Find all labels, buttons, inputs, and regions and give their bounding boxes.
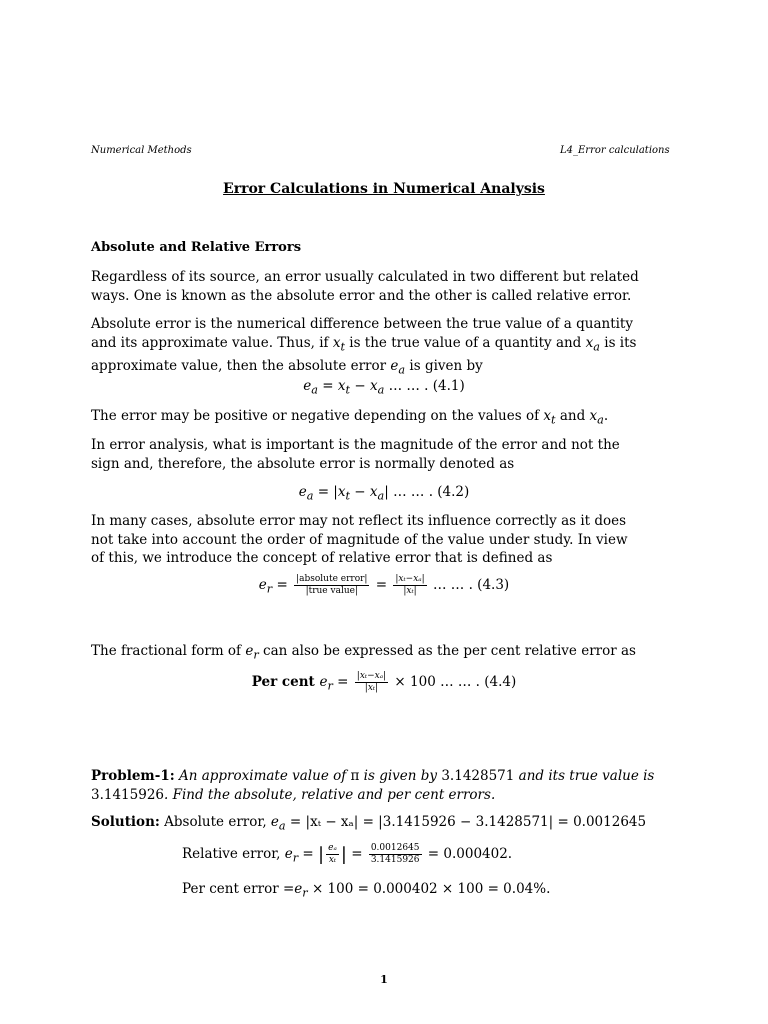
header-right: L4_Error calculations — [560, 145, 670, 156]
para-line: In error analysis, what is important is the magnitude of the error and not the — [91, 437, 620, 453]
solution-percent: Per cent error $=e_r \times 100 = 0.000402 \times 100 = 0.04\%$. — [182, 881, 551, 900]
header-left: Numerical Methods — [91, 145, 192, 156]
para-line: Absolute error is the numerical difference between the true value of a quantity — [91, 316, 633, 332]
paragraph-intro — [91, 268, 681, 305]
equation-4-2: $e_a = |x_t - x_a|$ … … . (4.2) — [298, 484, 470, 503]
fraction: $\frac{\text{|xₜ−xₐ|}}{\text{|xₜ|}}$ — [356, 671, 387, 693]
para-line: ways. One is known as the absolute error and the other is called relative error. — [91, 287, 632, 304]
para-line: Problem-1: An approximate value of π is given by 3.1428571 and its true value is — [91, 768, 655, 784]
fraction: $\frac{\text{|absolute error|}}{\text{|true value|}}$ — [296, 574, 368, 596]
para-line: not take into account the order of magnitude of the value under study. In view — [91, 531, 628, 548]
fraction: $\frac{\text{|xₜ−xₐ|}}{\text{|xₜ|}}$ — [395, 574, 425, 596]
para-line: 3.1415926. Find the absolute, relative and per cent errors. — [91, 786, 496, 803]
solution-absolute: Solution: Absolute error, $e_a = |x_t - x_a| = |3.1415926 - 3.1428571| = 0.0012645$ — [91, 814, 647, 833]
paragraph-percent: The fractional form of $e_r$ can also be expressed as the per cent relative error as — [91, 643, 636, 662]
para-line: and its approximate value. Thus, if $x_t$ is the true value of a quantity and $x_a$ is its — [91, 334, 637, 354]
solution-relative: Relative error, $e_r$ = | $\frac{\text{eₐ}}{\text{xₜ}}$ | = $\frac{0.0012645}{3.1415926}$ = 0.000402. — [182, 843, 513, 865]
document-title: Error Calculations in Numerical Analysis — [223, 181, 545, 197]
page-number: 1 — [380, 973, 388, 986]
para-line: approximate value, then the absolute error $e_a$ is given by — [91, 357, 483, 377]
paragraph-magnitude — [91, 436, 681, 473]
paragraph-relative-error — [91, 512, 681, 568]
paragraph-sign: The error may be positive or negative depending on the values of $x_t$ and $x_a$. — [91, 408, 609, 427]
para-line: In many cases, absolute error may not reflect its influence correctly as it does — [91, 513, 627, 529]
para-line: Regardless of its source, an error usually calculated in two different but related — [91, 269, 639, 285]
equation-4-3: $e_r$ = $\frac{\text{|absolute error|}}{\text{|true value|}}$ = $\frac{\text{|xₜ−xₐ|}}{\text{|xₜ|}}$ … … . (4.3) — [258, 574, 510, 596]
para-line: sign and, therefore, the absolute error is normally denoted as — [91, 455, 515, 472]
equation-4-4: Per cent $e_r$ = $\frac{\text{|xₜ−xₐ|}}{\text{|xₜ|}}$ × 100 … … . (4.4) — [251, 671, 517, 693]
fraction: $\frac{\text{eₐ}}{\text{xₜ}}$ — [328, 843, 337, 865]
section-heading: Absolute and Relative Errors — [91, 240, 302, 255]
paragraph-absolute-error — [91, 315, 681, 380]
para-line: of this, we introduce the concept of relative error that is defined as — [91, 550, 553, 566]
equation-4-1: $e_a = x_t - x_a$ … … . (4.1) — [303, 378, 465, 397]
problem-statement — [91, 767, 681, 804]
fraction: $\frac{0.0012645}{3.1415926}$ — [370, 843, 420, 865]
